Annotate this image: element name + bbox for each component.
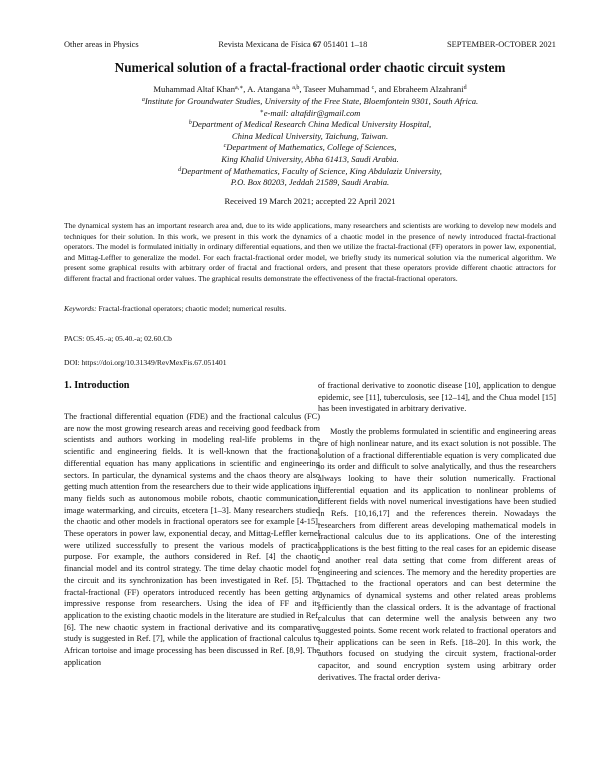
email-text: e-mail: altafdir@gmail.com	[263, 107, 361, 118]
article-pages: 051401 1–18	[323, 40, 368, 49]
running-head-date: SEPTEMBER-OCTOBER 2021	[447, 40, 556, 49]
author-sup: d	[463, 85, 467, 91]
keywords	[64, 304, 556, 313]
paragraph: Mostly the problems formulated in scientific and engineering areas are of high nonlinear nature, and its exact solution is not possible. The solution of a fractional differentiable equation is very complicated due to its order and difficult to solve analytically, and thus the researchers always looking to have their solution numerically. Fractional differential equation and its application to nonlinear problems of different fields with novel numerical investigations have been studied in Refs. [10,16,17] and the references therein. Nowadays the researchers from different areas developing mathematical models in fractional calculus due to its applications. One of the interesting applications is the best fitting to the real cases for an epidemic disease and another real data setting that come from different areas of engineering and sciences. The memory and the heredity properties are attached to the fractional operators and can best determine the dynamics of dynamical systems and other related areas problems efficiently than the classical orders. It is the advantage of fractional calculus that can determine well the analysis between any two suggested points. Some recent work related to fractional operators and their applications can be seen in Refs. [18–20]. In this work, the authors focused on studying the circuit system, fractional-order capacitor, and sound encryption system using arbitrary order derivatives. The fractal order deriva-	[318, 427, 556, 682]
pacs-codes: PACS: 05.45.-a; 05.40.-a; 02.60.Cb	[64, 334, 172, 343]
corresponding-email	[40, 108, 580, 120]
author-sup: a,b	[292, 85, 300, 91]
paragraph-gap	[318, 415, 556, 426]
affiliation-d	[40, 166, 580, 178]
received-dates: Received 19 March 2021; accepted 22 April 2021	[224, 196, 396, 206]
paragraph: of fractional derivative to zoonotic disease [10], application to dengue epidemic, see [11], tuberculosis, see [12–14], and the Chua model [15] has been investigated in arbitrary derivative.	[318, 381, 556, 414]
keywords-text: Fractal-fractional operators; chaotic model; numerical results.	[98, 304, 287, 313]
author-name: A. Atangana	[247, 84, 291, 94]
affiliation-sup: b	[188, 120, 192, 127]
affiliation-list	[40, 96, 580, 189]
affiliation-d-line2: P.O. Box 80203, Jeddah 21589, Saudi Arabia.	[230, 177, 390, 188]
running-head	[64, 40, 556, 49]
affiliation-text: Department of Medical Research China Medical University Hospital,	[191, 119, 432, 130]
affiliation-text: Department of Mathematics, Faculty of Science, King Abdulaziz University,	[181, 165, 442, 176]
affiliation-text: Department of Mathematics, College of Sciences,	[226, 142, 397, 153]
running-head-citation	[218, 40, 367, 49]
affiliation-a	[40, 96, 580, 108]
abstract: The dynamical system has an important research area and, due to its wide applications, many researchers and scientists are working to develop new models and techniques for their solution. In this work, we present in this work the dynamics of a chaotic model in the presence of newly introduced fractal-fractional operators. The model is formulated initially in ordinary differential equations, and then we utilize the fractal-fractional (FF) operators in power law, exponential, and Mittag-Leffler to generalize the model. For each fractal-fractional order model, we briefly study its numerical solution via the numerical algorithm. We present some graphical results with arbitrary order of fractal and fractional orders, and present that these operators provide different chaotic attractors for different fractal and fractional order values. The graphical results demonstrate the effectiveness of the fractal-fractional operators.	[64, 221, 556, 283]
affiliation-sup: d	[178, 166, 182, 173]
affiliation-sup: a	[141, 97, 145, 103]
author-separator: , and	[374, 84, 392, 94]
author-name: Muhammad Altaf Khan	[153, 84, 235, 94]
affiliation-sup: c	[223, 143, 227, 150]
author-name: Ebraheem Alzahrani	[393, 84, 464, 94]
author-name: Taseer Muhammad	[303, 84, 370, 94]
affiliation-b	[40, 119, 580, 131]
paragraph: The fractional differential equation (FDE) and the fractional calculus (FC) are now the most growing research areas and receiving good feedback from scientists and authors working in modeling real-life problems in the scientific and engineering fields. It is well-known that the fractional differential equation has many applications in scientific and engineering sectors. In particular, the dynamical systems and the chaos theory are also getting much attention from the researchers due to their wide applications in many fields such as autonomous mobile robots, chaotic communication, image watermarking, and circuits, etcetera [1–3]. Many researchers studied the chaotic and other models in fractional operators see for example [4-15]. These operators in power law, exponential decay, and Mittag-Leffler kernel were utilized successfully to present the various models of practical purpose. For example, the authors considered in Ref. [4] the chaotic financial model and its control strategy. The time delay chaotic model for the circuit and its synchronization has been investigated in Ref. [5]. The fractal-fractional (FF) operators introduced recently has been getting an impressive response from researchers. Using the idea of FF and its application to the existing chaotic models in the literature are studied in Ref. [6]. The new chaotic system in fractional derivative and its comparative study is suggested in Ref. [7], while the application of fractional calculus to African tortoise and image processing has been discussed in Ref. [8,9]. The application	[64, 412, 320, 667]
keywords-label: Keywords:	[64, 304, 97, 313]
affiliation-text: Institute for Groundwater Studies, University of the Free State, Bloemfontein 9301, South Africa.	[144, 96, 479, 106]
author-list: Muhammad Altaf Khan$^{a,∗}$, A. Atangana $^{a,b}$, Taseer Muhammad $^c$, and Ebraheem Alzahrani$^d$	[153, 84, 467, 94]
section-heading-introduction: 1. Introduction	[64, 380, 130, 391]
right-column	[318, 380, 556, 684]
journal-volume: 67	[312, 40, 322, 49]
author-sup: a,∗	[235, 85, 244, 91]
journal-name: Revista Mexicana de Física	[218, 40, 311, 49]
doi-link[interactable]: DOI: https://doi.org/10.31349/RevMexFis.67.051401	[64, 358, 227, 367]
author-sup: c	[371, 85, 375, 91]
affiliation-b-line2: China Medical University, Taichung, Taiwan.	[231, 130, 389, 141]
paper-title: Numerical solution of a fractal-fractional order chaotic circuit system	[114, 60, 506, 75]
running-head-section: Other areas in Physics	[64, 40, 139, 49]
affiliation-c-line2: King Khalid University, Abha 61413, Saudi Arabia.	[221, 153, 399, 164]
affiliation-c	[40, 142, 580, 154]
left-column	[64, 380, 320, 668]
affiliation-sup: ∗	[259, 108, 264, 115]
